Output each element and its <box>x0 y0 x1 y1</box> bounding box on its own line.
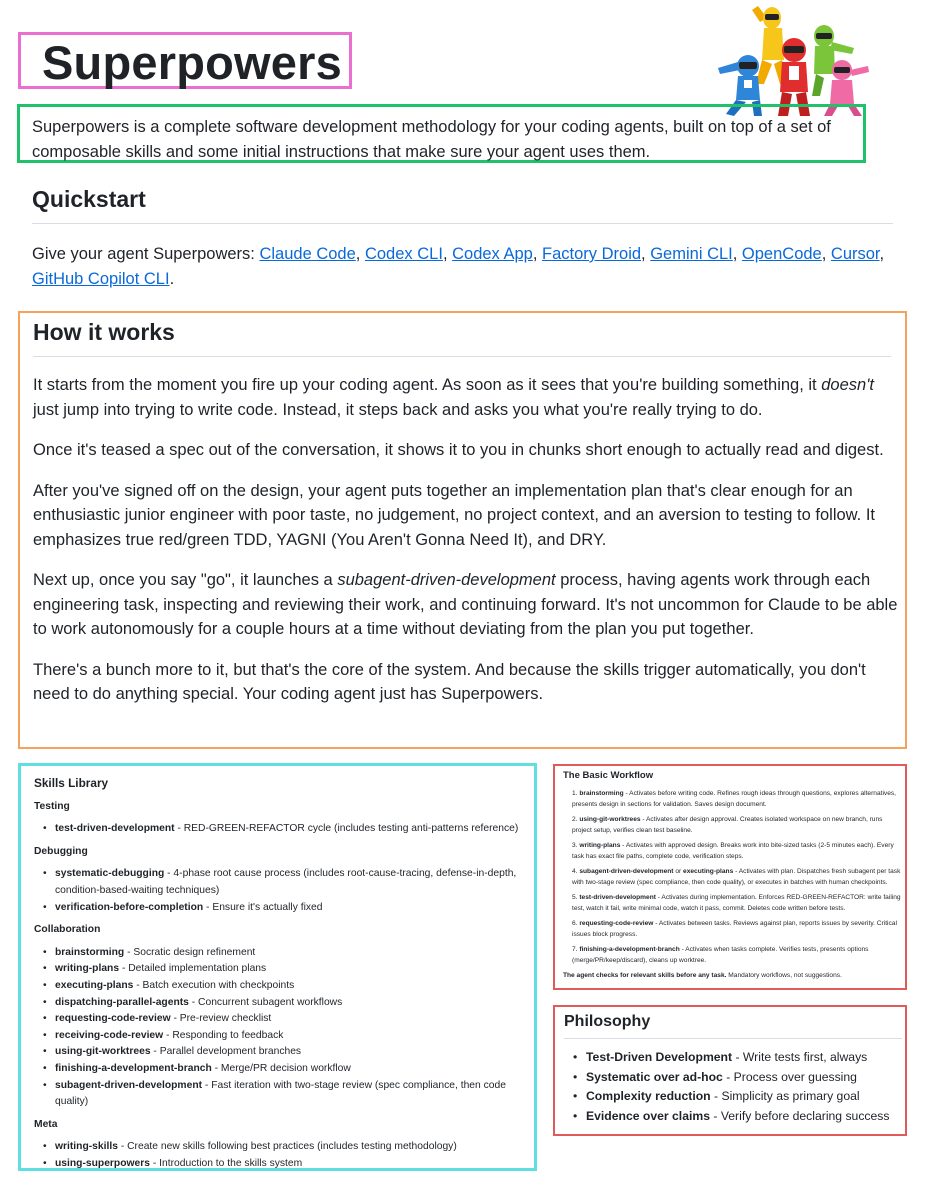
step-desc: - Activates with approved design. Breaks work into bite-sized tasks (2-5 minutes each). Every task has exact file paths, complete code, verification steps. <box>572 842 894 860</box>
skills-library-panel <box>18 763 537 1171</box>
step-desc: - Activates with plan. Dispatches fresh subagent per task with two-stage review (spec compliance, then code quality), or executes in batches with human checkpoints. <box>572 868 901 886</box>
superhero-team-icon <box>712 0 872 118</box>
skill-item <box>34 961 529 978</box>
step-desc: - Activates when tasks complete. Verifies tests, presents options (merge/PR/keep/discard), cleans up worktree. <box>572 946 869 964</box>
skill-desc: - Concurrent subagent workflows <box>188 996 343 1008</box>
sep: , <box>732 245 742 263</box>
step-number: 2. <box>572 816 580 823</box>
philosophy-desc: - Verify before declaring success <box>709 1108 890 1123</box>
step-skill-name: writing-plans <box>579 842 621 849</box>
skills-group-list <box>34 945 529 1111</box>
skill-desc: - Socratic design refinement <box>124 946 256 958</box>
step-number: 7. <box>572 946 580 953</box>
quickstart-section <box>32 186 893 292</box>
note-rest: Mandatory workflows, not suggestions. <box>726 972 842 979</box>
link-claude-code[interactable]: Claude Code <box>259 245 356 263</box>
skill-item <box>34 995 529 1012</box>
skill-desc: - Parallel development branches <box>150 1046 302 1058</box>
philosophy-panel <box>553 1005 907 1136</box>
how-paragraph-2: Once it's teased a spec out of the conversation, it shows it to you in chunks short enough to actually read and digest. <box>33 441 884 459</box>
skill-desc: - RED-GREEN-REFACTOR cycle (includes testing anti-patterns reference) <box>174 823 519 835</box>
step-connector: or <box>673 868 684 875</box>
skill-desc: - 4-phase root cause process (includes root-cause-tracing, defense-in-depth, condition-based-waiting techniques) <box>55 868 517 896</box>
skills-group-heading: Testing <box>34 800 70 812</box>
how-it-works-heading: How it works <box>33 319 891 357</box>
philosophy-name: Evidence over claims <box>586 1108 710 1123</box>
philosophy-name: Complexity reduction <box>586 1089 711 1103</box>
workflow-step <box>563 867 901 888</box>
step-skill-name: brainstorming <box>579 790 624 797</box>
skills-group-heading: Meta <box>34 1118 58 1130</box>
sep: , <box>355 245 365 263</box>
title-box <box>18 32 352 89</box>
sep: , <box>821 245 831 263</box>
philosophy-list <box>564 1048 902 1126</box>
skill-desc: - Fast iteration with two-stage review (spec compliance, then code quality) <box>55 1079 506 1108</box>
step-skill-name: subagent-driven-development <box>579 868 674 875</box>
step-number: 1. <box>572 790 580 797</box>
workflow-step <box>563 893 901 914</box>
philosophy-item <box>564 1048 902 1068</box>
step-skill-name-alt: executing-plans <box>683 868 734 875</box>
step-desc: - Activates between tasks. Reviews against plan, reports issues by severity. Critical issues block progress. <box>572 920 897 938</box>
link-opencode[interactable]: OpenCode <box>741 245 822 263</box>
sep: , <box>442 245 453 263</box>
skill-item <box>34 1139 529 1156</box>
sep: , <box>532 245 543 263</box>
skills-library-heading: Skills Library <box>34 776 109 790</box>
workflow-step <box>563 815 901 836</box>
skill-item <box>34 1028 529 1045</box>
sep: , <box>641 245 651 263</box>
period: . <box>169 270 175 288</box>
philosophy-name: Test-Driven Development <box>586 1050 733 1064</box>
skills-group-list <box>34 821 529 838</box>
text-run: just jump into trying to write code. Instead, it steps back and asks you what you're really trying to do. <box>33 400 763 419</box>
skill-item <box>34 1011 529 1028</box>
skills-group-list <box>34 1139 529 1172</box>
workflow-step <box>563 919 901 940</box>
step-number: 4. <box>572 868 580 875</box>
skill-desc: - Introduction to the skills system <box>149 1157 303 1169</box>
workflow-step <box>563 945 901 966</box>
philosophy-name: Systematic over ad-hoc <box>586 1069 723 1084</box>
text-run: It starts from the moment you fire up your coding agent. As soon as it sees that you're building something, it <box>33 376 822 394</box>
step-desc: - Activates during implementation. Enforces RED-GREEN-REFACTOR: write failing test, watch it fail, write minimal code, watch it pass, commit. Deletes code written before tests. <box>572 894 901 912</box>
skill-name: subagent-driven-development <box>55 1079 203 1091</box>
skills-group-heading: Debugging <box>34 845 88 857</box>
skill-name: receiving-code-review <box>55 1029 164 1041</box>
skill-item <box>34 1044 529 1061</box>
workflow-step <box>563 789 901 810</box>
step-skill-name: requesting-code-review <box>579 920 654 927</box>
skill-desc: - Merge/PR decision workflow <box>211 1062 351 1074</box>
intro-text: Superpowers is a complete software development methodology for your coding agents, built on top of a set of composable skills and some initial instructions that make sure your agent uses them. <box>32 118 831 161</box>
step-skill-name: test-driven-development <box>579 894 656 901</box>
skill-desc: - Responding to feedback <box>163 1029 284 1041</box>
link-cursor[interactable]: Cursor <box>830 245 880 263</box>
sep: , <box>879 245 885 263</box>
text-run: Next up, once you say "go", it launches a <box>33 571 338 589</box>
how-paragraph-4 <box>33 568 899 642</box>
skill-name: brainstorming <box>55 946 125 958</box>
step-number: 6. <box>572 920 580 927</box>
note-bold: The agent checks for relevant skills before any task. <box>563 972 727 979</box>
how-it-works-section <box>18 311 907 749</box>
link-codex-app[interactable]: Codex App <box>452 245 533 263</box>
skill-desc: - Batch execution with checkpoints <box>133 979 295 991</box>
emphasis: doesn't <box>821 376 874 394</box>
skill-name: systematic-debugging <box>55 868 165 880</box>
skill-item <box>34 900 529 917</box>
how-paragraph-3: After you've signed off on the design, your agent puts together an implementation plan that's clear enough for an enthusiastic junior engineer with poor taste, no judgement, no project context, and an aversion to testing to follow. It emphasizes true red/green TDD, YAGNI (You Aren't Gonna Need It), and DRY. <box>33 481 876 549</box>
skills-library-body <box>34 775 529 1178</box>
philosophy-desc: - Simplicity as primary goal <box>710 1089 860 1103</box>
skill-name: dispatching-parallel-agents <box>55 996 189 1008</box>
skill-item <box>34 866 529 899</box>
skill-name: writing-plans <box>55 963 120 975</box>
skill-name: writing-skills <box>55 1141 118 1153</box>
step-skill-name: finishing-a-development-branch <box>579 946 680 953</box>
skill-desc: - Create new skills following best practices (includes testing methodology) <box>117 1141 457 1153</box>
philosophy-item <box>564 1087 902 1107</box>
skill-name: finishing-a-development-branch <box>55 1062 212 1074</box>
skill-item <box>34 1078 529 1111</box>
skills-group-list <box>34 866 529 916</box>
skill-item <box>34 821 529 838</box>
philosophy-body <box>564 1013 902 1126</box>
skill-desc: - Detailed implementation plans <box>119 963 267 975</box>
how-paragraph-5: There's a bunch more to it, but that's the core of the system. And because the skills trigger automatically, you don't need to do anything special. Your coding agent just has Superpowers. <box>33 660 866 703</box>
link-gemini-cli[interactable]: Gemini CLI <box>650 245 733 263</box>
workflow-note <box>563 971 901 981</box>
philosophy-desc: - Process over guessing <box>722 1069 857 1084</box>
link-github-copilot-cli[interactable]: GitHub Copilot CLI <box>32 270 170 288</box>
basic-workflow-heading: The Basic Workflow <box>563 770 654 781</box>
basic-workflow-panel <box>553 764 907 990</box>
skill-name: test-driven-development <box>55 823 175 835</box>
philosophy-item <box>564 1068 902 1088</box>
skill-desc: - Ensure it's actually fixed <box>203 901 323 913</box>
step-desc: - Activates before writing code. Refines rough ideas through questions, explores alternatives, presents design in sections for validation. Saves design document. <box>572 790 896 808</box>
quickstart-heading: Quickstart <box>32 186 893 224</box>
skills-group-heading: Collaboration <box>34 924 101 936</box>
step-number: 3. <box>572 842 580 849</box>
skill-name: executing-plans <box>55 979 134 991</box>
skill-name: requesting-code-review <box>55 1013 171 1025</box>
skill-desc: - Pre-review checklist <box>170 1013 272 1025</box>
quickstart-lead: Give your agent Superpowers: <box>32 245 260 263</box>
how-paragraph-1 <box>33 373 899 422</box>
page-title: Superpowers <box>42 36 342 89</box>
basic-workflow-body <box>563 770 901 981</box>
philosophy-heading: Philosophy <box>564 1013 902 1039</box>
step-desc: - Activates after design approval. Creates isolated workspace on new branch, runs project setup, verifies clean test baseline. <box>572 816 883 834</box>
step-number: 5. <box>572 894 580 901</box>
intro-box <box>17 104 866 163</box>
emphasis: subagent-driven-development <box>337 571 556 589</box>
skill-name: verification-before-completion <box>55 901 204 913</box>
workflow-steps <box>563 789 901 966</box>
workflow-step <box>563 841 901 862</box>
skill-item <box>34 945 529 962</box>
quickstart-text <box>32 242 893 292</box>
how-it-works-body <box>33 373 899 723</box>
skill-item <box>34 1061 529 1078</box>
philosophy-item <box>564 1107 902 1127</box>
text-run: process, having agents work through each engineering task, inspecting and reviewing their work, and continuing forward. It's not uncommon for Claude to be able to work autonomously for a couple hours at a time without deviating from the plan you put together. <box>33 571 898 638</box>
step-skill-name: using-git-worktrees <box>579 816 641 823</box>
link-codex-cli[interactable]: Codex CLI <box>364 245 443 263</box>
skill-item <box>34 978 529 995</box>
link-factory-droid[interactable]: Factory Droid <box>542 245 642 263</box>
skill-name: using-git-worktrees <box>55 1046 151 1058</box>
skill-item <box>34 1156 529 1173</box>
skill-name: using-superpowers <box>55 1157 150 1169</box>
philosophy-desc: - Write tests first, always <box>732 1050 868 1064</box>
